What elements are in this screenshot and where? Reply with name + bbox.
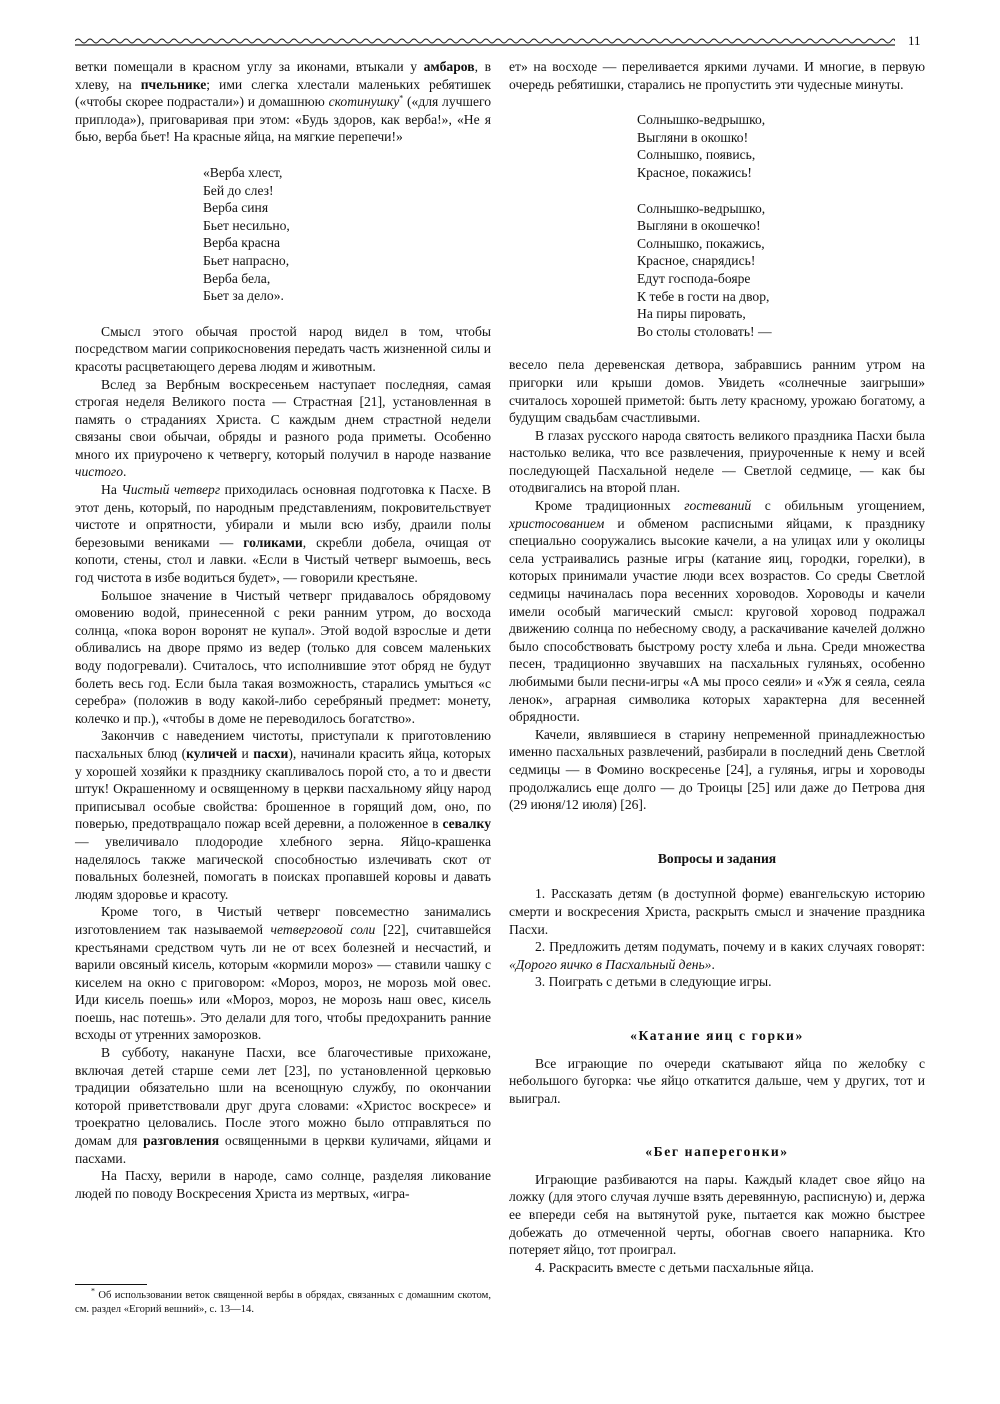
left-paragraph-7: Кроме того, в Чистый четверг повсеместно занимались изготовлением так называемой четверговой соли [22], считавшейся крестьянами средством чуть ли не от всех болезней и несчастий, и варили овсяный кисель, которым «кормили мороз» — ставили чашку с киселем на окно с приговором: «Мороз, мороз, не морозь мой овес. Иди кисель поешь» или «Мороз, мороз, не морозь наш овес, кисель поешь, нас потешь». Это делали для того, чтобы предохранить ранние всходы от утренних заморозков. — [75, 904, 491, 1043]
footnote: * Об использовании веток священной вербы в обрядах, связанных с домашним скотом, см. раздел «Егорий вешний», с. 13—14. — [75, 1286, 491, 1315]
left-paragraph-3: Вслед за Вербным воскресеньем наступает последняя, самая строгая неделя Великого поста — Страстная [21], установленная в память о страданиях Христа. С каждым днем страстной недели связаны свои обычаи, обряды и разного рода приметы. Особенно много их приурочено к четвергу, который получил в народе название чистого. — [75, 376, 491, 480]
sun-poem-1: Солнышко-ведрышко, Выгляни в окошко! Солнышко, появись, Красное, покажись! — [637, 112, 766, 180]
game-2-heading: «Бег наперегонки» — [645, 1144, 789, 1160]
left-paragraph-6: Закончив с наведением чистоты, приступали к приготовлению пасхальных блюд (куличей и пасхи), начинали красить яйца, которых у хорошей хозяйки к празднику скапливалось порой сто, а то и двести штук! Окрашенному и освященному в церкви пасхальному яйцу народ приписывал особые свойства: брошенное в горящий дом, оно, по поверью, предотвращало пожар всей деревни, а положенное в севалку — увеличивало плодородие хлебного зерна. Яйцо-крашенка наделялось также магической способностью излечивать скот от повальных болезней, помогать в поисках пропавшей коровы и давать людям здоровье и красоту. — [75, 728, 491, 902]
header-ornament-rule — [75, 36, 895, 48]
right-paragraph-5: Качели, являвшиеся в старину непременной принадлежностью именно пасхальных развлечений, разбирали в последний день Светлой седмицы — в Фомино воскресенье [24], а гулянья, игры и хороводы продолжались еще долго — до Троицы [25] или даже до Петрова дня (29 июня/12 июля) [26]. — [509, 726, 925, 813]
right-paragraph-1: ет» на восходе — переливается яркими лучами. И многие, в первую очередь ребятишки, старались не пропустить эти чудесные минуты. — [509, 59, 925, 92]
game-2-text: Играющие разбиваются на пары. Каждый кладет свое яйцо на ложку (для этого случая лучше взять деревянную, расписную) и, держа ее впереди себя на вытянутой руке, пытается как можно быстрее добежать до отмеченной черты, обогнав своего напарника. Кто потеряет яйцо, тот проиграл. — [509, 1171, 925, 1258]
question-1: 1. Рассказать детям (в доступной форме) евангельскую историю смерти и воскресения Христа, раскрыть смысл и значение праздника Пасхи. — [509, 886, 925, 937]
game-1-text: Все играющие по очереди скатывают яйца по желобку с небольшого бугорка: чье яйцо откатится дальше, чем у других, тот и выиграл. — [509, 1055, 925, 1106]
questions-heading: Вопросы и задания — [657, 850, 777, 866]
right-column — [509, 58, 925, 1276]
left-paragraph-5: Большое значение в Чистый четверг придавалось обрядовому омовению водой, принесенной с реки ранним утром, до восхода солнца, «пока ворон воронят не купал». Этой водой взрослые и дети обливались на дворе прямо из ведер (только для совсем маленьких воду подогревали). Считалось, что исполнившие этот обряд не будут болеть весь год. Если была такая возможность, старались умыться «с серебра» (положив в воду какой-либо серебряный предмет: монету, колечко и пр.), «чтобы в доме не переводилось богатство». — [75, 587, 491, 726]
right-paragraph-3: В глазах русского народа святость великого праздника Пасхи была настолько велика, что все развлечения, приуроченные к нему и всей последующей Пасхальной неделе — Светлой седмице, — как бы отодвигались на второй план. — [509, 427, 925, 496]
left-column — [75, 58, 491, 1202]
left-paragraph-1: ветки помещали в красном углу за иконами, втыкали у амбаров, в хлеву, на пчельнике; ими слегка хлестали маленьких ребятишек («чтобы скорее подрастали») и домашнюю скотинушку* («для лучшего приплода»), приговаривая при этом: «Будь здоров, как верба!», «Не я бью, верба бьет! На красные яйца, на мягкие перепечи!» — [75, 59, 492, 145]
left-paragraph-9: На Пасху, верили в народе, само солнце, разделяя ликование людей по поводу Воскресения Христа из мертвых, «игра- — [75, 1168, 491, 1201]
game-1-heading: «Катание яиц с горки» — [630, 1027, 804, 1043]
footnote-ref: * — [399, 93, 404, 103]
sun-poem-2: Солнышко-ведрышко, Выгляни в окошечко! Солнышко, покажись, Красное, снарядись! Едут господа-бояре К тебе в гости на двор, На пиры пировать, Во столы столовать! — — [637, 200, 772, 339]
footnote-rule — [75, 1284, 147, 1285]
page-number: 11 — [908, 33, 921, 48]
left-paragraph-4: На Чистый четверг приходилась основная подготовка к Пасхе. В этот день, который, по народным представлениям, покровительствует чистоте и опрятности, убирали и мыли всю избу, драили полы березовыми вениками — голиками, скребли добела, очищая от копоти, стены, стол и лавки. «Если в Чистый четверг вымоешь, весь год чистота в избе водиться будет», — говорили крестьяне. — [75, 482, 491, 586]
question-3: 3. Поиграть с детьми в следующие игры. — [535, 974, 772, 990]
right-paragraph-2: весело пела деревенская детвора, забравшись ранним утром на пригорки или крыши домов. Увидеть «солнечные заигрыши» считалось хорошей приметой: быть лету красному, урожаю богатому, а будущим свадьбам счастливыми. — [509, 357, 925, 426]
question-2: 2. Предложить детям подумать, почему и в каких случаях говорят: «Дорого яичко в Пасхальный день». — [509, 939, 925, 972]
left-paragraph-2: Смысл этого обычая простой народ видел в том, чтобы посредством магии соприкосновения передать часть жизненной силы и красоты расцветающего дерева людям и животным. — [75, 323, 491, 374]
question-4: 4. Раскрасить вместе с детьми пасхальные яйца. — [535, 1259, 814, 1275]
verba-poem: «Верба хлест, Бей до слез! Верба синя Бьет несильно, Верба красна Бьет напрасно, Верба бела, Бьет за дело». — [203, 164, 290, 304]
right-paragraph-4: Кроме традиционных гостеваний с обильным угощением, христосованием и обменом расписными яйцами, к празднику специально сооружались высокие качели, а на улицах или у околицы села устраивались разные игры (катание яиц, городки, горелки), в которых принимали участие люди всех возрастов. Со среды Светлой седмицы начиналась пора весенних хороводов. Хороводы и качели имели особый магический смысл: круговой хоровод подражал движению солнца по небесному своду, а раскачивание качелей должно было способствовать быстрому росту хлеба и льна. Среди множества песен, традиционно звучавших на пасхальных гуляньях, особенно любимыми были песни-игры «А мы просо сеяли» и «Уж я сеяла, сеяла ленок», аграрная символика которых характерна для весенней обрядности. — [509, 498, 925, 725]
left-paragraph-8: В субботу, накануне Пасхи, все благочестивые прихожане, включая детей старше семи лет [23], по установленной церковью традиции обязательно шли на всенощную службу, по окончании которой приветствовали друг друга словами: «Христос воскресе» и троекратно целовались. После этого можно было отправляться по домам для разговления освященными в церкви куличами, яйцами и пасхами. — [75, 1045, 491, 1166]
